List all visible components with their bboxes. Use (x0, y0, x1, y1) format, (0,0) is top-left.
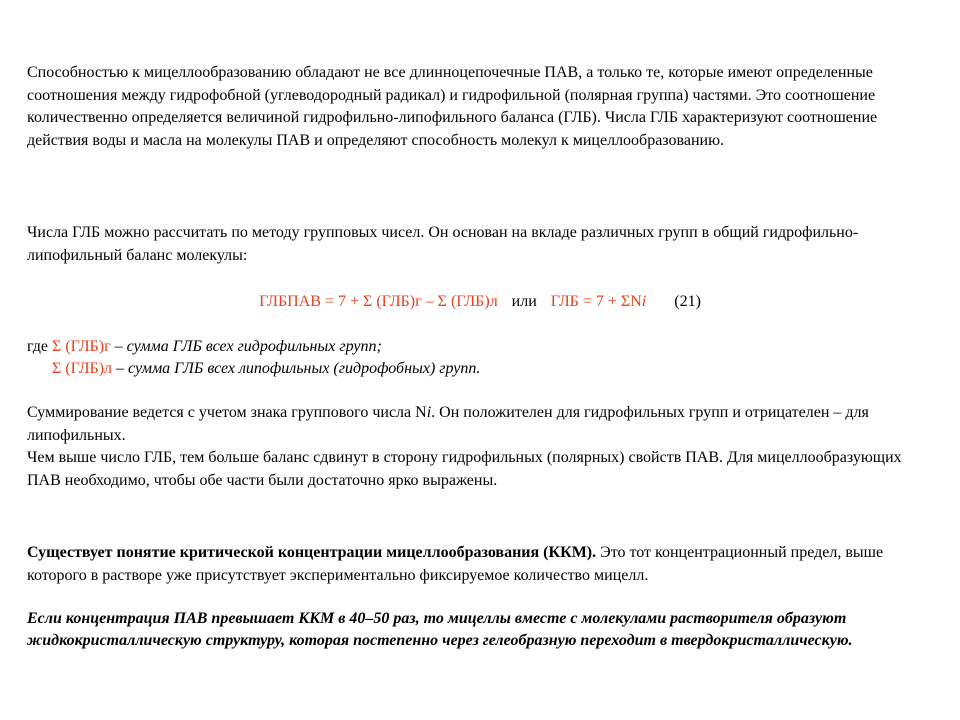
paragraph-summation: Суммирование ведется с учетом знака группового числа Ni. Он положителен для гидрофильных групп и отрицателен – для липофильных. Чем выше число ГЛБ, тем больше баланс сдвинут в сторону гидрофильных (полярных) свойств ПАВ. Для мицеллообразующих ПАВ необходимо, чтобы обе части были достаточно ярко выражены. (27, 404, 902, 489)
paragraph-group-numbers: Числа ГЛБ можно рассчитать по методу групповых чисел. Он основан на вкладе различных групп в общий гидрофильно-липофильный баланс молекулы: (27, 224, 859, 264)
sum-hydrophilic-symbol: Σ (ГЛБ)г (52, 338, 111, 355)
paragraph-liquid-crystal: Если концентрация ПАВ превышает ККМ в 40–50 раз, то мицеллы вместе с молекулами растворителя образуют жидкокристаллическую структуру, которая постепенно через гелеобразную переходит в твердокристаллическую. (27, 610, 853, 649)
sum-lipophilic-desc: – сумма ГЛБ всех липофильных (гидрофобных) групп. (112, 360, 481, 377)
equation-number: (21) (674, 293, 701, 310)
formula-left: ГЛБПАВ = 7 + Σ (ГЛБ)г – Σ (ГЛБ)л (259, 293, 498, 310)
paragraph-hlb-definition: Способностью к мицеллообразованию обладают не все длинноцепочечные ПАВ, а только те, которые имеют определенные соотношения между гидрофобной (углеводородный радикал) и гидрофильной (полярная группа) частями. Это соотношение количественно определяется величиной гидрофильно-липофильного баланса (ГЛБ). Числа ГЛБ характеризуют соотношение действия воды и масла на молекулы ПАВ и определяют способность молекул к мицеллообразованию. (27, 64, 878, 149)
formula-hlb (0, 291, 960, 313)
sum-lipophilic-symbol: Σ (ГЛБ)л (52, 360, 113, 377)
formula-or: или (511, 293, 537, 310)
sum-hydrophilic-desc: – сумма ГЛБ всех гидрофильных групп; (110, 338, 382, 355)
paragraph-cmc: Существует понятие критической концентрации мицеллообразования (ККМ). Это тот концентрационный предел, выше которого в растворе уже присутствует экспериментально фиксируемое количество мицелл. (27, 544, 884, 584)
where-line-1: где Σ (ГЛБ)г – сумма ГЛБ всех гидрофильных групп; (27, 338, 382, 355)
formula-right: ГЛБ = 7 + ΣNi (550, 293, 647, 310)
where-line-2 (52, 358, 480, 380)
